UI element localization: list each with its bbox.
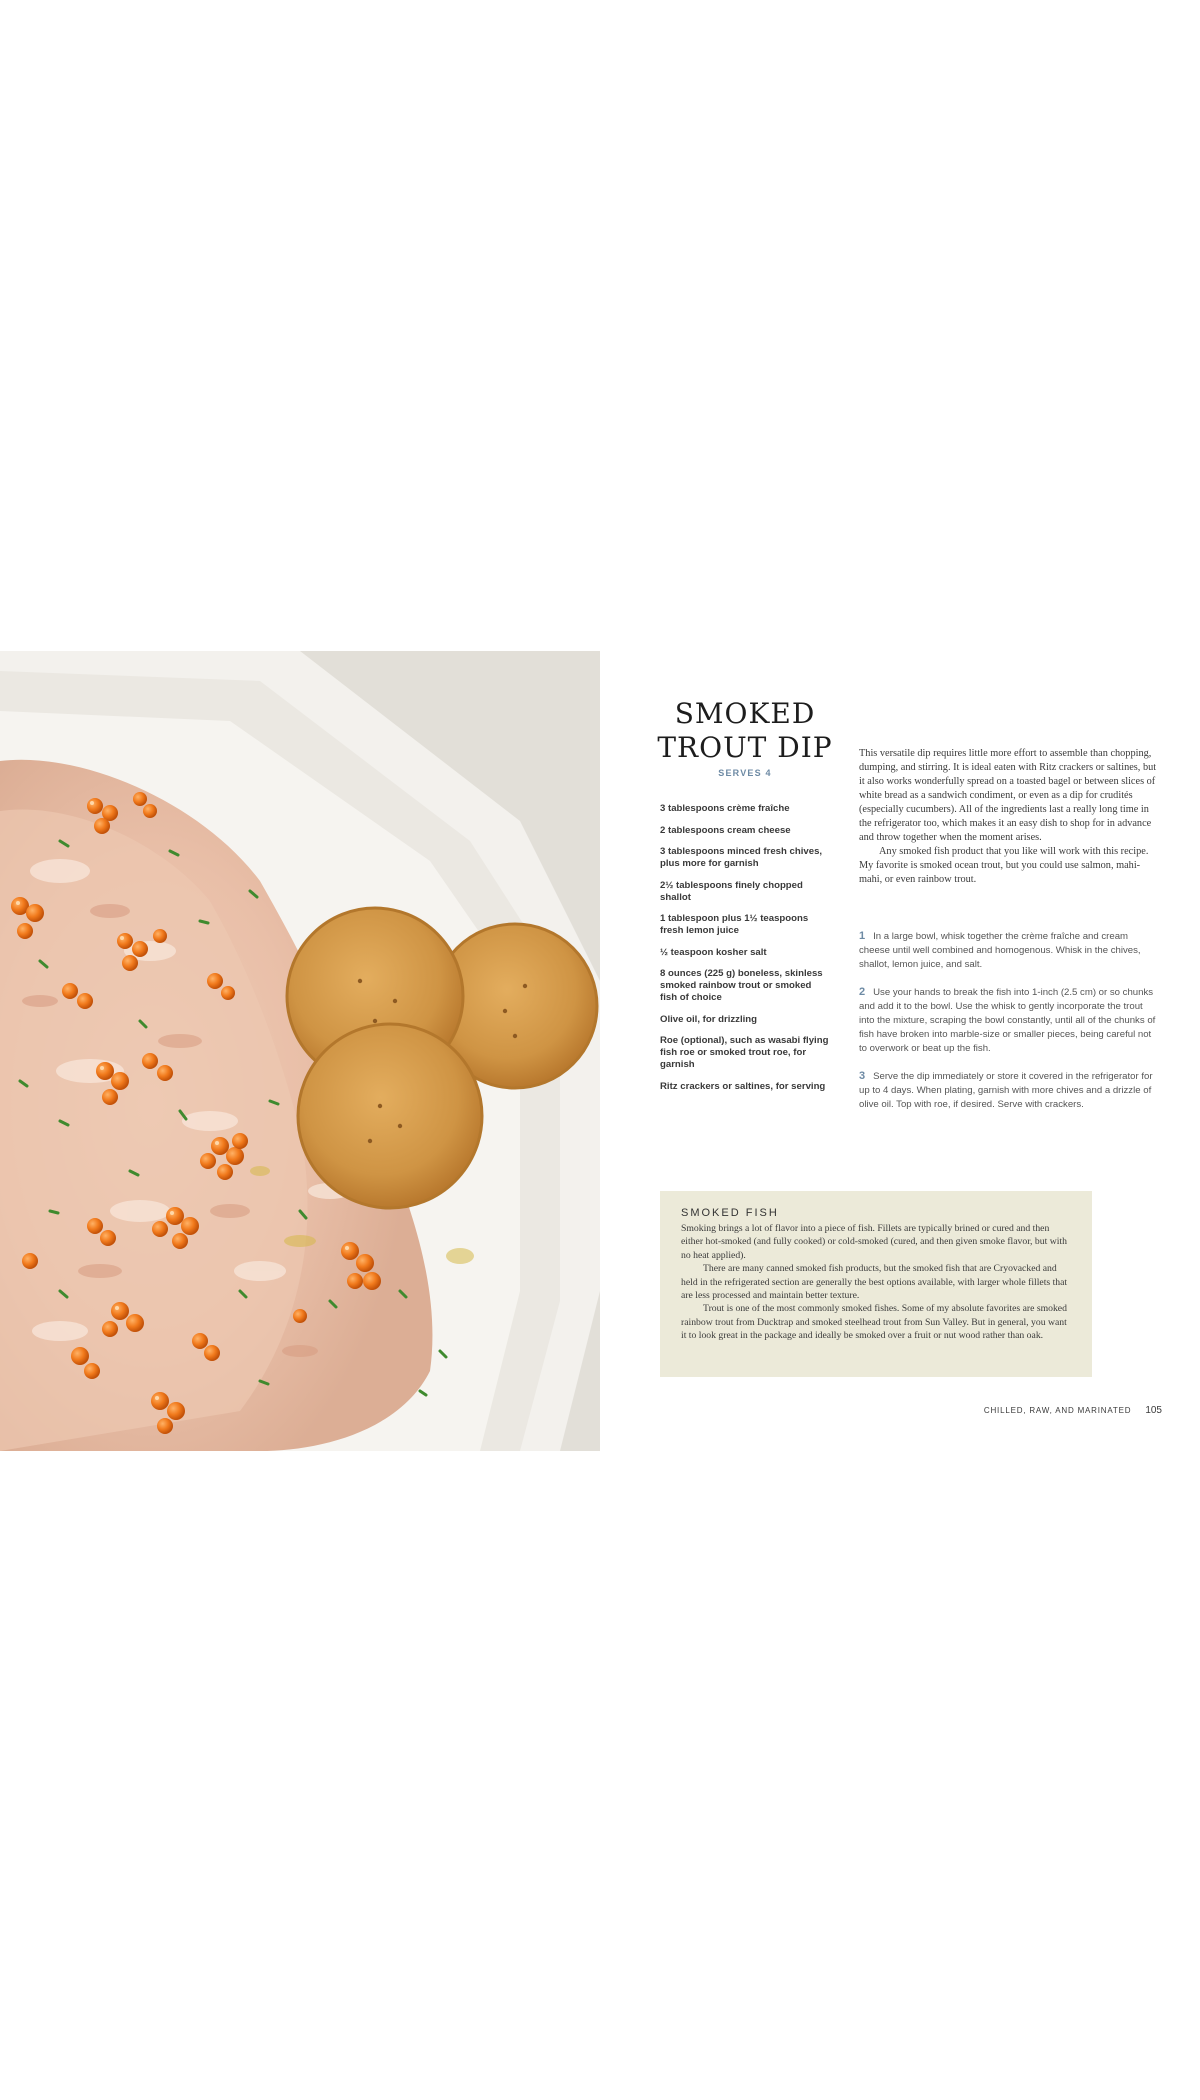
ingredient-item: Ritz crackers or saltines, for serving <box>660 1080 826 1092</box>
ingredient-item: 2 tablespoons cream cheese <box>660 824 791 836</box>
page-number: 105 <box>1145 1405 1162 1416</box>
sidebar-paragraph: Trout is one of the most commonly smoked fishes. Some of my absolute favorites are smoked rainbow trout from Ducktrap and smoked steelhead trout from Sun Valley. But in general, you want it to look great in the package and ideally be smoked over a fruit or nut wood rather than oak. <box>681 1303 1067 1342</box>
step-number: 3 <box>859 1070 866 1082</box>
footer-section: CHILLED, RAW, AND MARINATED <box>983 1406 1132 1415</box>
method-steps <box>859 929 1159 1125</box>
ingredient-item: 3 tablespoons minced fresh chives, plus more for garnish <box>660 846 823 869</box>
method-step <box>859 985 1159 1056</box>
ingredient-item: ½ teaspoon kosher salt <box>660 946 767 958</box>
ingredient-item: Roe (optional), such as wasabi flying fish roe or smoked trout roe, for garnish <box>660 1035 829 1070</box>
intro-paragraph: Any smoked fish product that you like will work with this recipe. My favorite is smoked ocean trout, but you could use salmon, mahi-mahi, or even rainbow trout. <box>859 846 1149 885</box>
step-number: 2 <box>859 986 866 998</box>
sidebar-title: SMOKED FISH <box>681 1207 779 1219</box>
ingredient-list <box>660 803 830 1102</box>
method-step <box>859 929 1159 972</box>
page-footer <box>900 1405 1162 1416</box>
smoked-trout-dip-photo <box>0 651 600 1451</box>
step-text: Use your hands to break the fish into 1-inch (2.5 cm) or so chunks and add it to the bowl. Use the whisk to gently incorporate the trout into the mixture, scraping the bowl constantly, until all of the chunks of fish have broken into marble-size or smaller pieces, being careful not to overwork or beat up the fish. <box>859 987 1156 1054</box>
recipe-title-line2: TROUT DIP <box>657 731 833 764</box>
smoked-fish-sidebar <box>660 1191 1092 1377</box>
recipe-title <box>610 697 880 765</box>
sidebar-paragraph: There are many canned smoked fish products, but the smoked fish that are Cryovacked and held in the refrigerated section are generally the best options available, with larger whole fillets that are less processed and maintain better texture. <box>681 1263 1068 1302</box>
intro-paragraph: This versatile dip requires little more effort to assemble than chopping, dumping, and stirring. It is ideal eaten with Ritz crackers or saltines, but it also works wonderfully spread on a toasted bagel or between slices of white bread as a sandwich condiment, or even as a dip for crudités (especially cucumbers). All of the ingredients last a really long time in the refrigerator too, which makes it an easy dish to shop for in advance and throw together when the moment arises. <box>859 748 1157 843</box>
ingredient-item: 2½ tablespoons finely chopped shallot <box>660 879 803 903</box>
book-spread <box>0 651 1200 1451</box>
step-text: In a large bowl, whisk together the crème fraîche and cream cheese until well combined and homogenous. Whisk in the chives, shallot, lemon juice, and salt. <box>859 931 1141 970</box>
ingredient-item: 3 tablespoons crème fraîche <box>660 803 790 814</box>
step-text: Serve the dip immediately or store it covered in the refrigerator for up to 4 days. When plating, garnish with more chives and a drizzle of olive oil. Top with roe, if desired. Serve with crackers. <box>859 1071 1153 1110</box>
ingredient-item: 1 tablespoon plus 1½ teaspoons fresh lemon juice <box>660 913 809 936</box>
ingredient-item: Olive oil, for drizzling <box>660 1013 758 1025</box>
serves-label: SERVES 4 <box>718 768 772 778</box>
method-step <box>859 1069 1159 1112</box>
recipe-title-line1: SMOKED <box>674 697 816 730</box>
recipe-photo <box>0 651 600 1451</box>
step-number: 1 <box>859 930 866 942</box>
sidebar-paragraph: Smoking brings a lot of flavor into a piece of fish. Fillets are typically brined or cured and then either hot-smoked (and fully cooked) or cold-smoked (cured, and then given smoke flavor, but with no heat applied). <box>681 1223 1067 1261</box>
recipe-intro <box>859 747 1159 887</box>
ingredient-item: 8 ounces (225 g) boneless, skinless smoked rainbow trout or smoked fish of choice <box>660 968 823 1003</box>
